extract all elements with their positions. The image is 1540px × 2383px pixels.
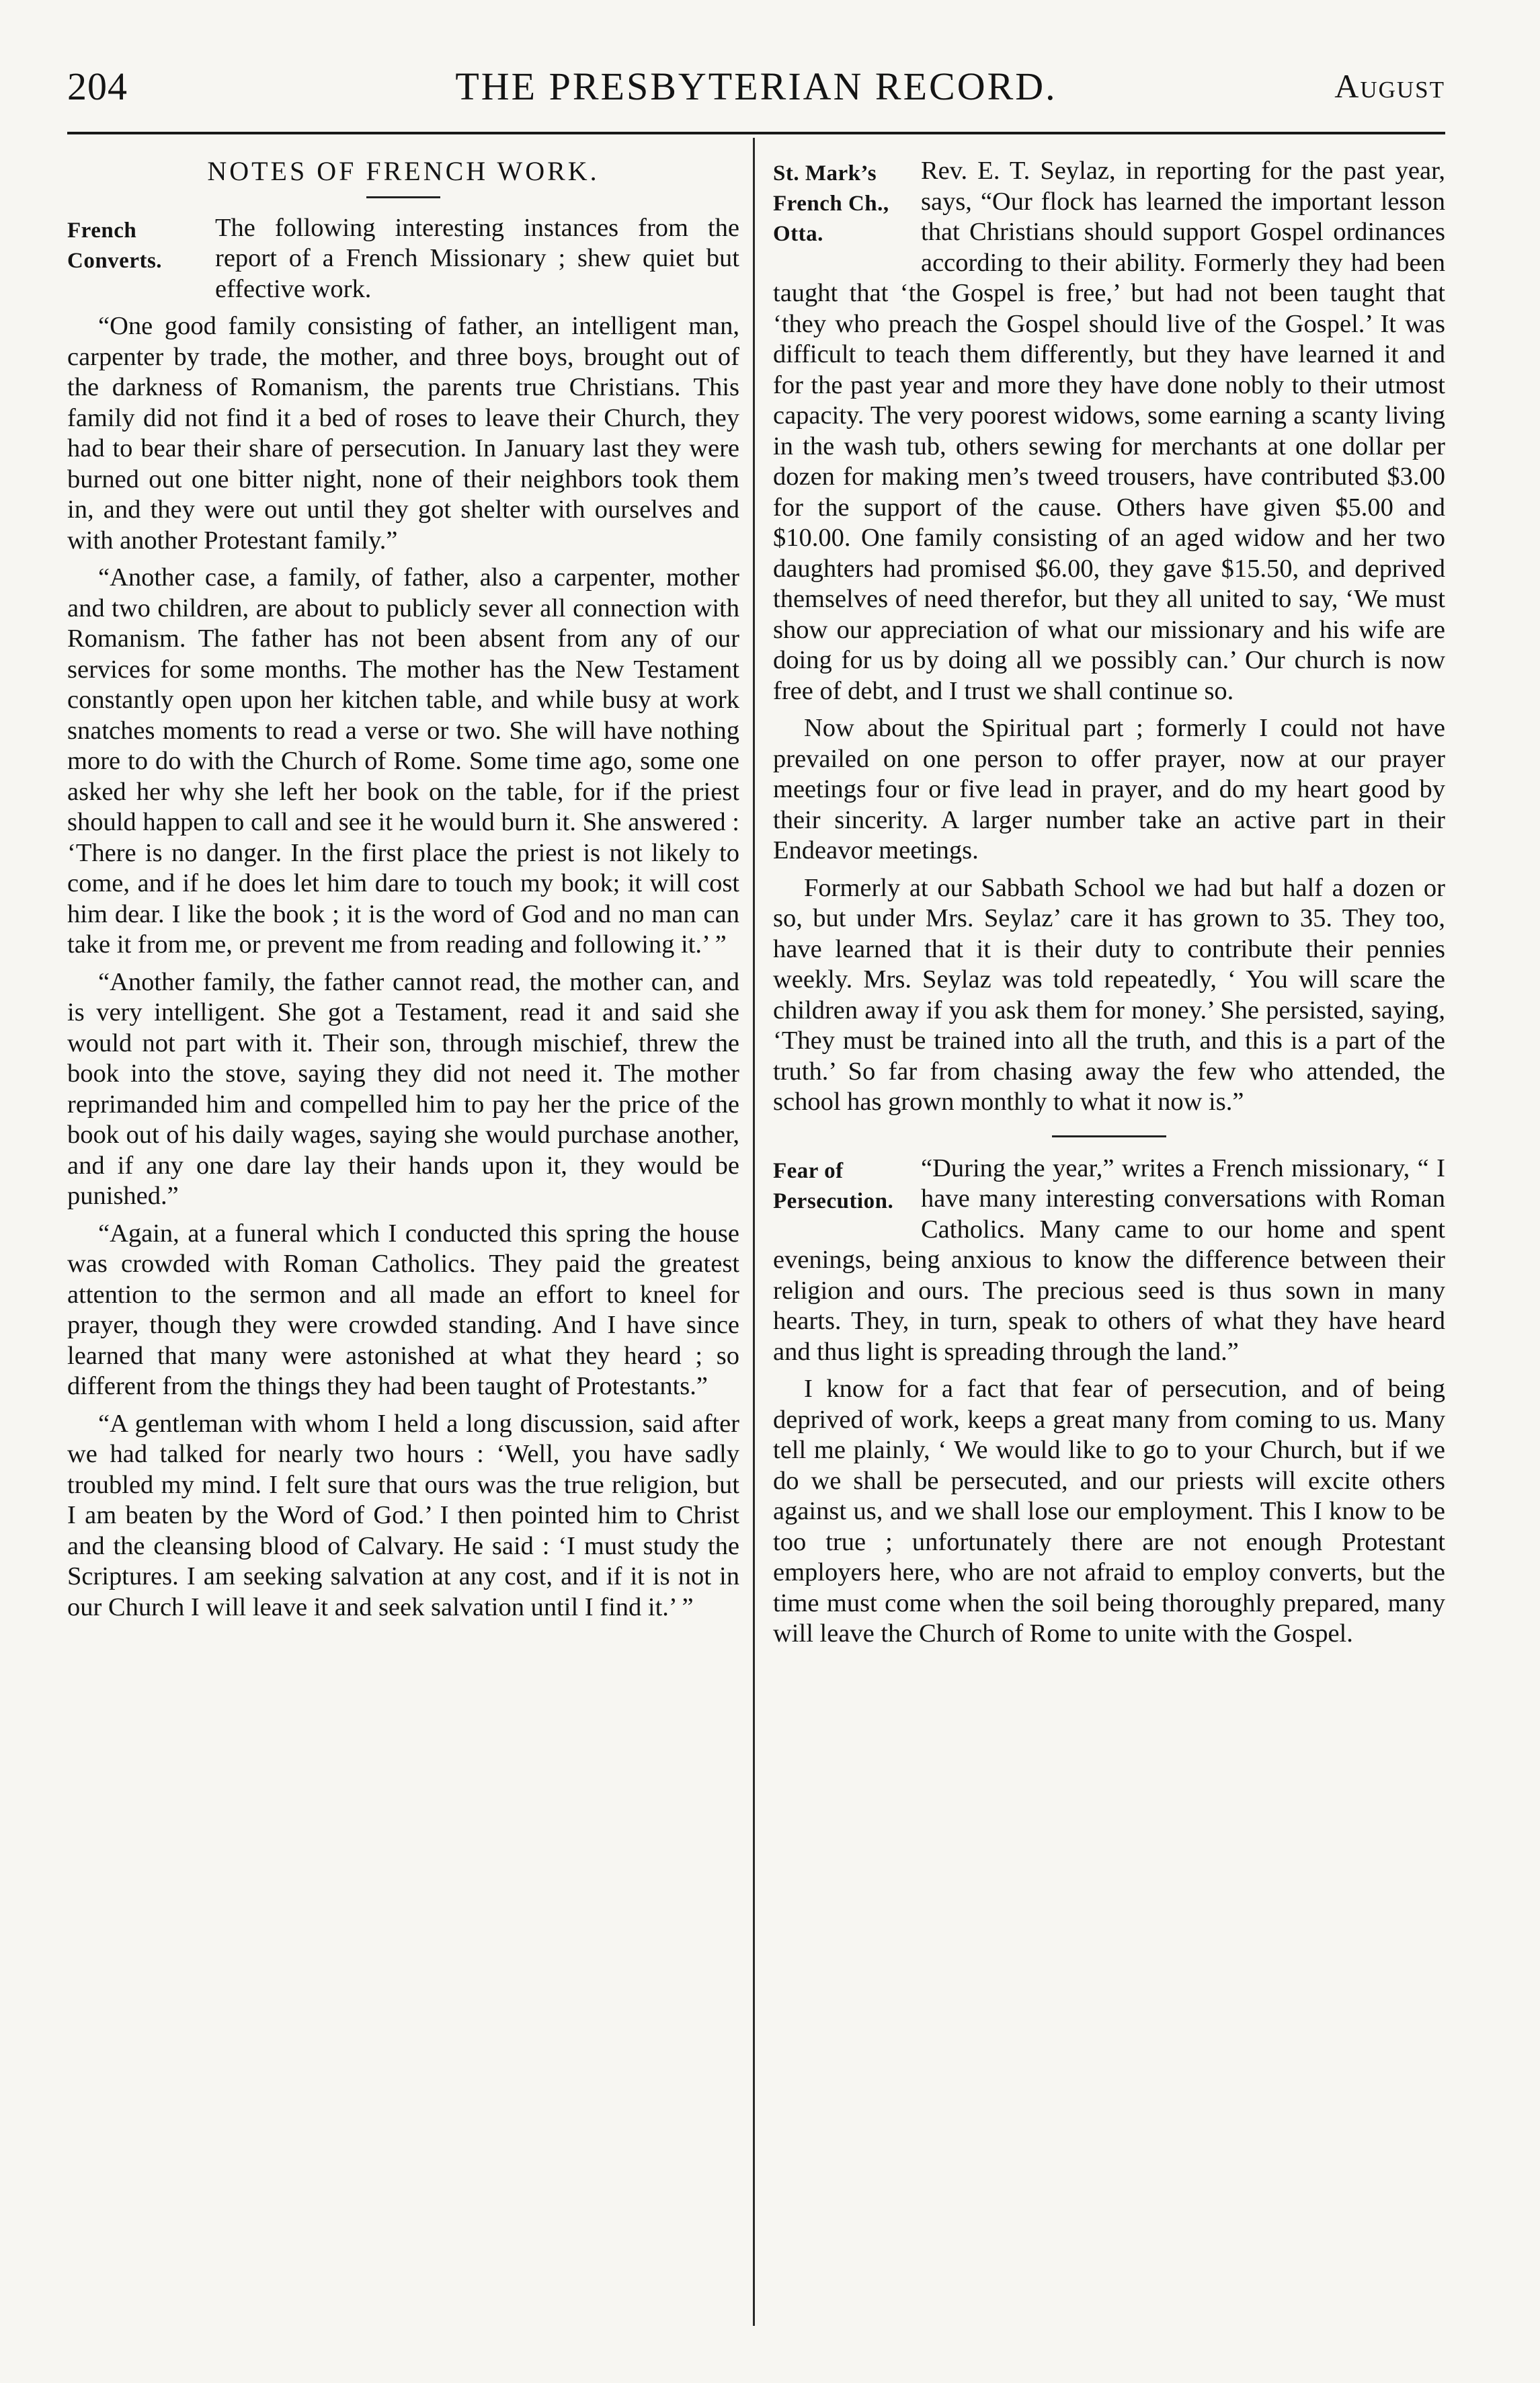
side-head-line: Persecution. xyxy=(773,1188,894,1213)
intro-text: “During the year,” writes a French missionary, “ I have many interesting conversations with Roman Catholics. Many came to our home and spent evenings, being anxious to know the difference between their religion and ours. The precious seed is thus sown in many hearts. They, in turn, speak to others of what they have heard and thus light is spreading through the land.” xyxy=(773,1154,1445,1366)
side-head-line: St. Mark’s xyxy=(773,161,877,186)
article-french-converts xyxy=(67,213,739,305)
title-rule xyxy=(366,196,440,198)
section-rule xyxy=(1052,1135,1166,1137)
side-head-french-converts xyxy=(67,216,208,276)
paragraph: “One good family consisting of father, an intelligent man, carpenter by trade, the mother, and three boys, brought out of the darkness of Romanism, the parents true Christians. This family did not find it a bed of roses to leave their Church, they had to bear their share of persecution. In January last they were burned out one bitter night, none of their neighbors took them in, and they were out until they got shelter with ourselves and with another Protestant family.” xyxy=(67,312,739,555)
paragraph: “Again, at a funeral which I conducted this spring the house was crowded with Roman Catholics. They paid the greatest attention to the sermon and all made an effort to kneel for prayer, though they were crowded standing. And I have since learned that many were astonished at what they heard ; so different from the things they had been taught of Protestants.” xyxy=(67,1219,739,1400)
paragraph: Formerly at our Sabbath School we had but half a dozen or so, but under Mrs. Seylaz’ care it has grown to 35. They too, have learned that it is their duty to contribute their pennies weekly. Mrs. Seylaz was told repeatedly, ‘ You will scare the children away if you ask them for money.’ She persisted, saying, ‘They must be trained into all the truth, and this is a part of the truth.’ So far from chasing away the few who attended, the school has grown monthly to what it now is.” xyxy=(773,873,1445,1116)
side-head-st-marks xyxy=(773,159,914,249)
intro-text: The following interesting instances from the report of a French Missionary ; shew quiet but effective work. xyxy=(215,213,739,303)
paragraph: I know for a fact that fear of persecution, and of being deprived of work, keeps a great many from coming to us. Many tell me plainly, ‘ We would like to go to your Church, but if we do we shall be persecuted, and our priests will excite others against us, and we shall lose our employment. This I know to be too true ; unfortunately there are not enough Protestant employers here, who are not afraid to employ converts, but the time must come when the soil being thoroughly prepared, many will leave the Church of Rome to unite with the Gospel. xyxy=(773,1375,1445,1648)
issue-month: August xyxy=(1334,67,1445,105)
header-rule xyxy=(67,132,1445,134)
side-head-line: Fear of xyxy=(773,1158,844,1183)
paragraph: “A gentleman with whom I held a long discussion, said after we had talked for nearly two hours : ‘Well, you have sadly troubled my mind. I felt sure that ours was the true religion, but I am beaten by the Word of God.’ I then pointed him to Christ and the cleansing blood of Calvary. He said : ‘I must study the Scriptures. I am seeking salvation at any cost, and if it is not in our Church I will leave it and seek salvation until I find it.’ ” xyxy=(67,1409,739,1621)
column-divider xyxy=(753,138,755,2326)
paragraph: “Another case, a family, of father, also a carpenter, mother and two children, are about to publicly sever all connection with Romanism. The father has not been absent from any of our services for some months. The mother has the New Testament constantly open upon her kitchen table, and while busy at work snatches moments to read a verse or two. She will have nothing more to do with the Church of Rome. Some time ago, some one asked her why she left her book on the table, for if the priest should happen to call and see it he would burn it. She answered : ‘There is no danger. In the first place the priest is not likely to come, and if he does let him dare to touch my book; it will cost him dear. I like the book ; it is the word of God and no man can take it from me, or prevent me from reading and following it.’ ” xyxy=(67,563,739,959)
journal-title: THE PRESBYTERIAN RECORD. xyxy=(455,65,1057,108)
right-column xyxy=(773,156,1445,1656)
section-title: NOTES OF FRENCH WORK. xyxy=(207,156,600,186)
intro-text: Rev. E. T. Seylaz, in reporting for the past year, says, “Our flock has learned the important lesson that Christians should support Gospel ordinances according to their ability. Formerly they had been taught that ‘the Gospel is free,’ but had not been taught that ‘they who preach the Gospel should live of the Gospel.’ It was difficult to teach them differently, but they have learned it and for the past year and more they have done nobly to their utmost capacity. The very poorest widows, some earning a scanty living in the wash tub, others sewing for merchants at one dollar per dozen for making men’s tweed trousers, have contributed $3.00 for the support of the cause. Others have given $5.00 and $10.00. One family consisting of an aged widow and her two daughters had promised $6.00, they gave $15.50, and deprived themselves of need therefor, but they all united to say, ‘We must show our appreciation of what our missionary and his wife are doing for us by doing all we possibly can.’ Our church is now free of debt, and I trust we shall continue so. xyxy=(773,157,1445,705)
left-column xyxy=(67,156,739,1629)
side-head-fear-of-persecution xyxy=(773,1156,914,1217)
article-st-marks xyxy=(773,156,1445,706)
paragraph: Now about the Spiritual part ; formerly I could not have prevailed on one person to offer prayer, now at our prayer meetings four or five lead in prayer, and do my heart good by their sincerity. A larger number take an active part in their Endeavor meetings. xyxy=(773,714,1445,864)
side-head-line: French xyxy=(67,218,137,243)
paragraph: “Another family, the father cannot read, the mother can, and is very intelligent. She got a Testament, read it and said she would not part with it. Their son, through mischief, threw the book into the stove, saying they did not need it. The mother reprimanded him and compelled him to pay her the price of the book out of his daily wages, saying she would purchase another, and if any one dare lay their hands upon it, they would be punished.” xyxy=(67,967,739,1210)
side-head-line: Converts. xyxy=(67,248,163,273)
side-head-line: French Ch., Otta. xyxy=(773,192,889,246)
page-number: 204 xyxy=(67,65,128,108)
article-fear-of-persecution xyxy=(773,1154,1445,1368)
page-header xyxy=(67,64,1445,118)
